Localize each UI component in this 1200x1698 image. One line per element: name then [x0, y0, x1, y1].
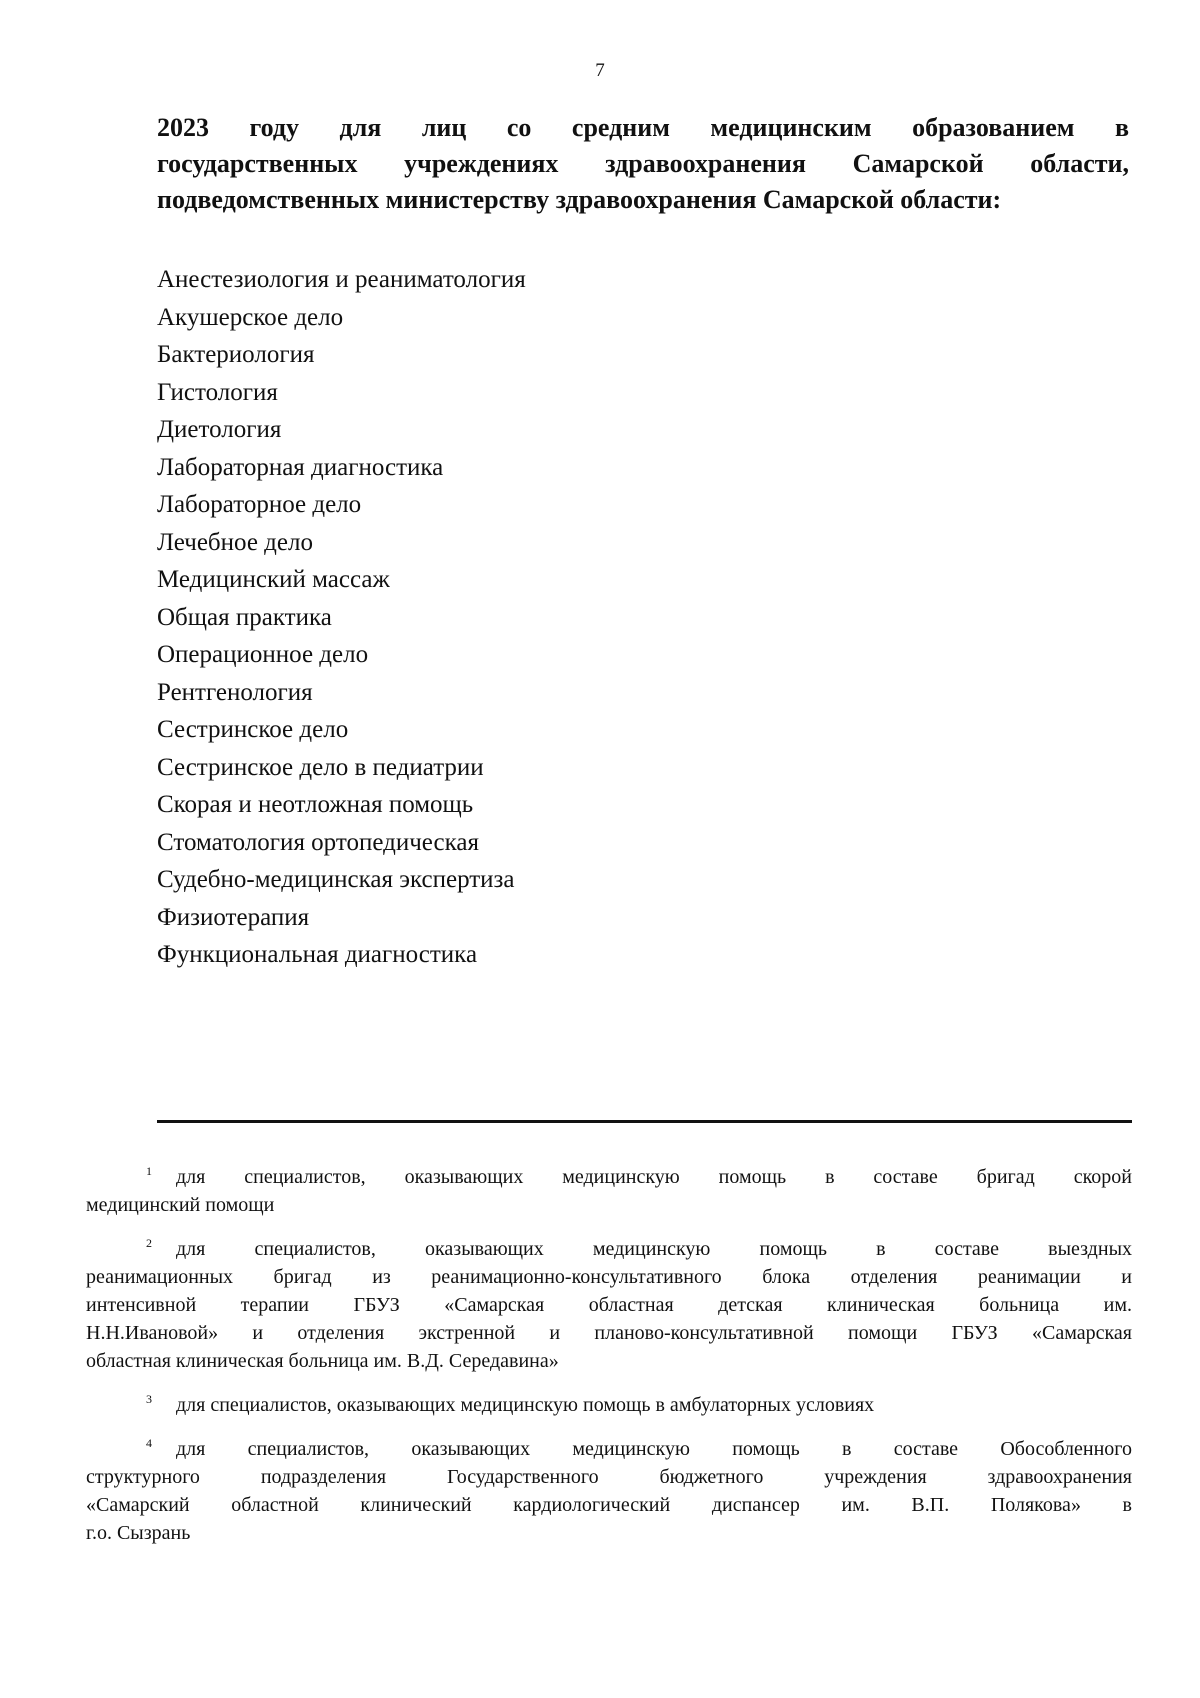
list-item: Сестринское дело в педиатрии — [157, 753, 484, 781]
footnote-3 — [86, 1385, 1132, 1419]
footnote-text: медицинский помощи — [86, 1194, 275, 1216]
list-item: Гистология — [157, 378, 278, 406]
footnote-text: для специалистов, оказывающих медицинскую помощь в составе бригад скорой — [176, 1166, 1132, 1188]
footnote-text: Н.Н.Ивановой» и отделения экстренной и планово-консультативной помощи ГБУЗ «Самарская — [86, 1322, 1132, 1344]
footnote-text: областная клиническая больница им. В.Д. Середавина» — [86, 1350, 559, 1372]
section-heading — [157, 110, 1129, 218]
footnote-text: интенсивной терапии ГБУЗ «Самарская областная детская клиническая больница им. — [86, 1294, 1132, 1316]
list-item: Медицинский массаж — [157, 566, 390, 593]
heading-line: 2023 году для лиц со средним медицинским образованием в — [157, 113, 1129, 142]
footnote-1 — [86, 1157, 1132, 1219]
footnotes — [86, 1157, 1132, 1557]
page-number: 7 — [595, 60, 605, 81]
footnote-text: г.о. Сызрань — [86, 1522, 191, 1544]
footnote-2 — [86, 1229, 1132, 1375]
list-item: Стоматология ортопедическая — [157, 828, 479, 856]
footnote-text: структурного подразделения Государственного бюджетного учреждения здравоохранения — [86, 1466, 1132, 1488]
list-item: Физиотерапия — [157, 903, 310, 931]
footnote-text: для специалистов, оказывающих медицинскую помощь в составе выездных — [176, 1238, 1132, 1260]
list-item: Акушерское дело — [157, 303, 344, 331]
list-item: Рентгенология — [157, 678, 313, 706]
specialty-list — [157, 261, 526, 974]
list-item: Бактериология — [157, 341, 315, 368]
list-item: Анестезиология и реаниматология — [157, 266, 526, 293]
footnote-mark: 4 — [146, 1436, 152, 1450]
footnote-text: для специалистов, оказывающих медицинскую помощь в амбулаторных условиях — [176, 1394, 875, 1416]
list-item: Функциональная диагностика — [157, 941, 478, 968]
heading-line: государственных учреждениях здравоохранения Самарской области, — [157, 149, 1129, 178]
footnote-mark: 2 — [146, 1236, 152, 1250]
list-item: Общая практика — [157, 603, 332, 631]
list-item: Операционное дело — [157, 641, 369, 668]
footnote-4 — [86, 1429, 1132, 1547]
footnote-mark: 1 — [146, 1164, 152, 1178]
list-item: Сестринское дело — [157, 716, 349, 743]
list-item: Скорая и неотложная помощь — [157, 791, 474, 818]
list-item: Диетология — [157, 416, 282, 443]
footnote-text: «Самарский областной клинический кардиологический диспансер им. В.П. Полякова» в — [86, 1494, 1132, 1516]
footnote-divider — [157, 1120, 1132, 1123]
list-item: Лечебное дело — [157, 528, 313, 556]
list-item: Судебно-медицинская экспертиза — [157, 866, 515, 893]
footnote-mark: 3 — [146, 1392, 152, 1406]
list-item: Лабораторная диагностика — [157, 453, 444, 481]
list-item: Лабораторное дело — [157, 491, 362, 518]
footnote-text: реанимационных бригад из реанимационно-консультативного блока отделения реанимации и — [86, 1266, 1132, 1288]
footnote-text: для специалистов, оказывающих медицинскую помощь в составе Обособленного — [176, 1438, 1132, 1460]
heading-line: подведомственных министерству здравоохранения Самарской области: — [157, 185, 1002, 214]
